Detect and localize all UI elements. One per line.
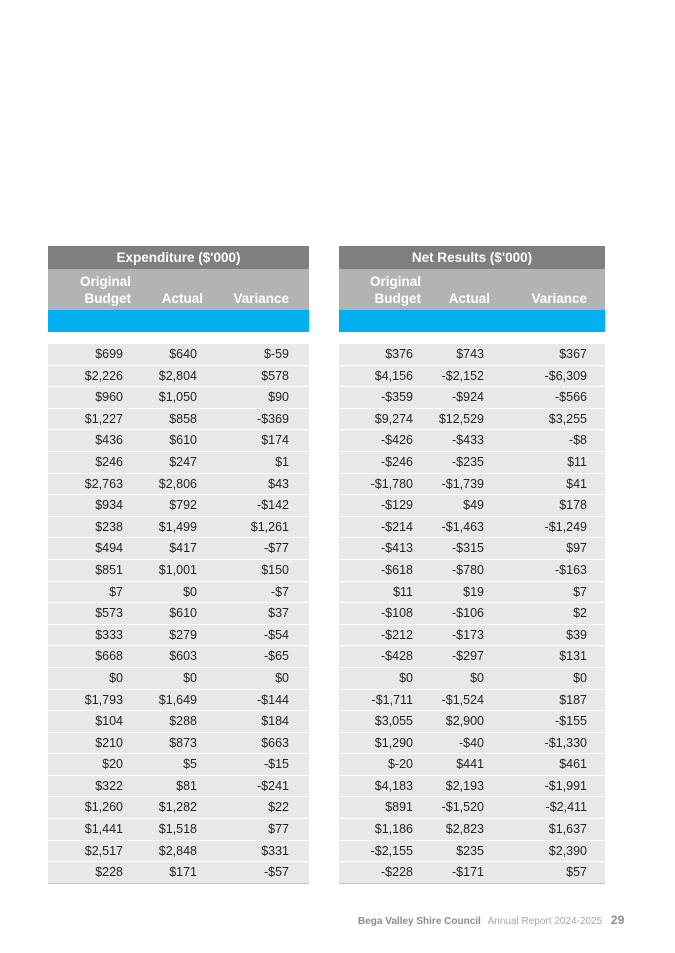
expenditure-table-row	[48, 344, 309, 366]
net-results-cell-actual: -$1,739	[441, 476, 484, 491]
expenditure-cell-actual: $1,282	[158, 800, 197, 815]
net-results-table-row	[339, 625, 605, 647]
expenditure-cell-variance: -$369	[257, 411, 289, 426]
net-results-cell-original-budget: $11	[393, 584, 413, 599]
net-results-cell-variance: $2,390	[548, 843, 587, 858]
expenditure-cell-original-budget: $2,226	[84, 368, 123, 383]
expenditure-table-row	[48, 452, 309, 474]
expenditure-table-row	[48, 646, 309, 668]
expenditure-cell-actual: $0	[183, 584, 197, 599]
expenditure-cell-actual: $288	[169, 714, 197, 729]
net-results-header-row	[339, 269, 605, 310]
net-results-cell-actual: $743	[456, 347, 484, 361]
expenditure-table-row	[48, 430, 309, 452]
expenditure-cell-original-budget: $7	[109, 584, 123, 599]
net-results-cell-variance: -$6,309	[544, 368, 587, 383]
net-results-cell-original-budget: $9,274	[374, 411, 413, 426]
net-results-cell-actual: $19	[463, 584, 484, 599]
expenditure-cell-original-budget: $238	[95, 519, 123, 534]
expenditure-cell-variance: $43	[268, 476, 289, 491]
net-results-cell-actual: $441	[456, 757, 484, 772]
net-results-header-variance: Variance	[531, 291, 587, 306]
net-results-cell-original-budget: $3,055	[374, 714, 413, 729]
footer-report-title: Annual Report 2024-2025	[487, 916, 603, 927]
expenditure-cell-original-budget: $246	[95, 454, 123, 469]
net-results-cell-actual: -$780	[452, 562, 484, 577]
expenditure-cell-variance: $37	[268, 606, 289, 621]
expenditure-cell-variance: $1,261	[250, 519, 289, 534]
net-results-table-row	[339, 474, 605, 496]
net-results-table	[339, 246, 605, 884]
expenditure-cell-original-budget: $0	[109, 670, 123, 685]
net-results-cell-variance: $57	[566, 865, 587, 880]
net-results-table-row	[339, 862, 605, 884]
expenditure-header-actual: Actual	[161, 291, 203, 306]
net-results-cell-actual: -$2,152	[441, 368, 484, 383]
expenditure-cell-original-budget: $1,441	[84, 822, 123, 837]
net-results-cell-original-budget: $1,186	[374, 822, 413, 837]
expenditure-cell-actual: $858	[169, 411, 197, 426]
expenditure-table-row	[48, 582, 309, 604]
net-results-cell-variance: $187	[559, 692, 587, 707]
net-results-table-row	[339, 711, 605, 733]
net-results-cell-actual: -$433	[452, 433, 484, 448]
expenditure-cell-original-budget: $104	[95, 714, 123, 729]
expenditure-table-row	[48, 603, 309, 625]
net-results-cell-variance: $131	[559, 649, 587, 664]
net-results-cell-variance: -$163	[555, 562, 587, 577]
net-results-table-row	[339, 603, 605, 625]
page-footer	[358, 913, 624, 927]
footer-organisation: Bega Valley Shire Council	[358, 916, 481, 927]
net-results-cell-actual: -$235	[452, 454, 484, 469]
expenditure-cell-variance: -$144	[257, 692, 289, 707]
page-number: 29	[610, 913, 625, 927]
expenditure-cell-variance: -$241	[257, 778, 289, 793]
net-results-cell-variance: -$1,249	[544, 519, 587, 534]
expenditure-cell-original-budget: $668	[95, 649, 123, 664]
expenditure-cell-variance: $1	[275, 454, 289, 469]
net-results-cell-variance: $461	[559, 757, 587, 772]
net-results-cell-actual: -$106	[452, 606, 484, 621]
net-results-cell-actual: -$297	[452, 649, 484, 664]
expenditure-cell-variance: $663	[261, 735, 289, 750]
expenditure-cell-actual: $1,050	[158, 390, 197, 405]
net-results-cell-actual: -$315	[452, 541, 484, 556]
net-results-table-row	[339, 538, 605, 560]
net-results-cell-variance: $97	[566, 541, 587, 556]
expenditure-table-row	[48, 862, 309, 884]
expenditure-cell-variance: -$142	[257, 498, 289, 513]
net-results-table-row	[339, 582, 605, 604]
net-results-cell-variance: $7	[573, 584, 587, 599]
expenditure-cell-actual: $171	[169, 865, 197, 880]
expenditure-cell-variance: -$7	[270, 584, 289, 599]
net-results-cell-actual: $2,193	[445, 778, 484, 793]
net-results-cell-variance: $2	[573, 606, 587, 621]
expenditure-table-row	[48, 625, 309, 647]
net-results-cell-actual: -$173	[452, 627, 484, 642]
expenditure-cell-original-budget: $494	[95, 541, 123, 556]
net-results-cell-original-budget: $1,290	[374, 735, 413, 750]
expenditure-cell-original-budget: $20	[102, 757, 123, 772]
net-results-cell-variance: $11	[567, 454, 587, 469]
expenditure-table-row	[48, 474, 309, 496]
expenditure-cell-original-budget: $960	[95, 390, 123, 405]
expenditure-table-row	[48, 517, 309, 539]
net-results-blue-band	[339, 310, 605, 332]
expenditure-cell-variance: $184	[261, 714, 289, 729]
expenditure-cell-actual: $610	[169, 606, 197, 621]
expenditure-cell-actual: $1,518	[158, 822, 197, 837]
net-results-cell-original-budget: $891	[385, 800, 413, 815]
net-results-cell-original-budget: -$214	[381, 519, 413, 534]
expenditure-blue-band	[48, 310, 309, 332]
net-results-cell-actual: $2,900	[445, 714, 484, 729]
expenditure-cell-variance: -$65	[263, 649, 289, 664]
expenditure-cell-actual: $1,001	[158, 562, 197, 577]
net-results-cell-actual: -$1,463	[441, 519, 484, 534]
expenditure-table-row	[48, 711, 309, 733]
expenditure-table-row	[48, 733, 309, 755]
expenditure-cell-actual: $417	[169, 541, 197, 556]
net-results-cell-actual: $2,823	[445, 822, 484, 837]
net-results-cell-variance: $1,637	[548, 822, 587, 837]
expenditure-table-row	[48, 560, 309, 582]
net-results-table-row	[339, 452, 605, 474]
net-results-table-row	[339, 344, 605, 366]
expenditure-table-row	[48, 366, 309, 388]
expenditure-cell-original-budget: $699	[95, 347, 123, 361]
net-results-cell-actual: -$1,520	[441, 800, 484, 815]
net-results-table-row	[339, 430, 605, 452]
net-results-cell-original-budget: -$1,780	[370, 476, 413, 491]
expenditure-table-row	[48, 387, 309, 409]
expenditure-cell-original-budget: $1,793	[84, 692, 123, 707]
expenditure-table-row	[48, 797, 309, 819]
net-results-table-row	[339, 841, 605, 863]
expenditure-cell-actual: $247	[169, 454, 197, 469]
net-results-cell-original-budget: $-20	[387, 757, 413, 772]
expenditure-cell-variance: -$54	[263, 627, 289, 642]
expenditure-table-row	[48, 538, 309, 560]
expenditure-cell-variance: $90	[268, 390, 289, 405]
net-results-cell-actual: $49	[463, 498, 484, 513]
net-results-cell-original-budget: -$426	[381, 433, 413, 448]
net-results-cell-original-budget: -$413	[381, 541, 413, 556]
expenditure-table-row	[48, 819, 309, 841]
net-results-table-row	[339, 668, 605, 690]
expenditure-cell-actual: $81	[176, 778, 197, 793]
expenditure-cell-variance: $-59	[263, 347, 289, 361]
expenditure-cell-actual: $1,499	[158, 519, 197, 534]
expenditure-cell-actual: $5	[183, 757, 197, 772]
net-results-header-original-budget: Original Budget	[369, 274, 421, 306]
expenditure-cell-actual: $279	[169, 627, 197, 642]
expenditure-cell-original-budget: $210	[95, 735, 123, 750]
net-results-cell-actual: -$171	[452, 865, 484, 880]
expenditure-cell-variance: $578	[261, 368, 289, 383]
net-results-cell-original-budget: -$212	[381, 627, 413, 642]
expenditure-header-variance: Variance	[233, 291, 289, 306]
net-results-cell-original-budget: -$618	[381, 562, 413, 577]
net-results-header-actual: Actual	[448, 291, 490, 306]
expenditure-table-row	[48, 690, 309, 712]
expenditure-cell-original-budget: $851	[95, 562, 123, 577]
net-results-table-row	[339, 646, 605, 668]
expenditure-header-original-budget: Original Budget	[79, 274, 131, 306]
expenditure-table-row	[48, 668, 309, 690]
expenditure-table	[48, 246, 309, 884]
expenditure-cell-actual: $2,806	[158, 476, 197, 491]
net-results-cell-original-budget: -$129	[381, 498, 413, 513]
expenditure-cell-original-budget: $333	[95, 627, 123, 642]
net-results-cell-variance: $178	[559, 498, 587, 513]
expenditure-cell-variance: -$15	[263, 757, 289, 772]
net-results-cell-original-budget: $4,156	[374, 368, 413, 383]
expenditure-table-row	[48, 754, 309, 776]
expenditure-cell-original-budget: $436	[95, 433, 123, 448]
net-results-cell-variance: -$2,411	[545, 800, 587, 815]
net-results-table-row	[339, 495, 605, 517]
net-results-cell-original-budget: $4,183	[374, 778, 413, 793]
expenditure-cell-variance: -$77	[263, 541, 289, 556]
expenditure-cell-variance: $150	[261, 562, 289, 577]
net-results-cell-variance: -$1,330	[544, 735, 587, 750]
net-results-cell-original-budget: -$228	[381, 865, 413, 880]
net-results-cell-actual: $235	[456, 843, 484, 858]
expenditure-cell-original-budget: $934	[95, 498, 123, 513]
expenditure-table-row	[48, 495, 309, 517]
net-results-cell-original-budget: -$1,711	[371, 692, 413, 707]
expenditure-cell-actual: $1,649	[158, 692, 197, 707]
expenditure-cell-variance: -$57	[263, 865, 289, 880]
net-results-title: Net Results ($'000)	[339, 246, 605, 269]
net-results-cell-original-budget: -$2,155	[370, 843, 413, 858]
net-results-cell-original-budget: -$108	[381, 606, 413, 621]
expenditure-cell-actual: $873	[169, 735, 197, 750]
net-results-cell-actual: $12,529	[438, 411, 484, 426]
expenditure-cell-actual: $610	[169, 433, 197, 448]
expenditure-table-row	[48, 776, 309, 798]
net-results-cell-actual: -$924	[452, 390, 484, 405]
net-results-cell-original-budget: -$428	[381, 649, 413, 664]
net-results-cell-actual: -$1,524	[441, 692, 484, 707]
expenditure-cell-variance: $77	[268, 822, 289, 837]
net-results-table-row	[339, 776, 605, 798]
expenditure-cell-variance: $174	[261, 433, 289, 448]
expenditure-cell-actual: $2,804	[158, 368, 197, 383]
expenditure-title: Expenditure ($'000)	[48, 246, 309, 269]
net-results-table-row	[339, 733, 605, 755]
expenditure-cell-variance: $22	[268, 800, 289, 815]
net-results-cell-variance: $39	[566, 627, 587, 642]
expenditure-cell-actual: $2,848	[158, 843, 197, 858]
net-results-cell-variance: $0	[573, 670, 587, 685]
expenditure-cell-original-budget: $2,517	[84, 843, 123, 858]
net-results-table-row	[339, 387, 605, 409]
net-results-rows	[339, 344, 605, 884]
net-results-cell-variance: $3,255	[548, 411, 587, 426]
net-results-cell-original-budget: $376	[385, 347, 413, 361]
net-results-cell-variance: $367	[559, 347, 587, 361]
net-results-table-row	[339, 560, 605, 582]
net-results-cell-variance: -$8	[568, 433, 587, 448]
net-results-table-row	[339, 409, 605, 431]
net-results-table-row	[339, 819, 605, 841]
expenditure-cell-original-budget: $1,260	[84, 800, 123, 815]
expenditure-cell-actual: $640	[169, 347, 197, 361]
expenditure-cell-original-budget: $573	[95, 606, 123, 621]
expenditure-cell-actual: $0	[183, 670, 197, 685]
net-results-cell-actual: -$40	[458, 735, 484, 750]
expenditure-cell-original-budget: $2,763	[84, 476, 123, 491]
expenditure-table-row	[48, 841, 309, 863]
expenditure-cell-original-budget: $1,227	[84, 411, 123, 426]
expenditure-cell-original-budget: $228	[95, 865, 123, 880]
net-results-table-row	[339, 754, 605, 776]
net-results-cell-variance: $41	[566, 476, 587, 491]
net-results-cell-original-budget: -$246	[381, 454, 413, 469]
net-results-table-row	[339, 517, 605, 539]
net-results-cell-variance: -$566	[555, 390, 587, 405]
net-results-table-row	[339, 690, 605, 712]
expenditure-cell-actual: $792	[169, 498, 197, 513]
net-results-cell-original-budget: -$359	[381, 390, 413, 405]
expenditure-cell-actual: $603	[169, 649, 197, 664]
net-results-cell-actual: $0	[470, 670, 484, 685]
net-results-table-row	[339, 366, 605, 388]
expenditure-rows	[48, 344, 309, 884]
net-results-cell-original-budget: $0	[399, 670, 413, 685]
expenditure-cell-variance: $331	[261, 843, 289, 858]
net-results-cell-variance: -$155	[555, 714, 587, 729]
expenditure-cell-variance: $0	[275, 670, 289, 685]
net-results-cell-variance: -$1,991	[544, 778, 587, 793]
expenditure-header-row	[48, 269, 309, 310]
expenditure-table-row	[48, 409, 309, 431]
net-results-table-row	[339, 797, 605, 819]
expenditure-cell-original-budget: $322	[95, 778, 123, 793]
